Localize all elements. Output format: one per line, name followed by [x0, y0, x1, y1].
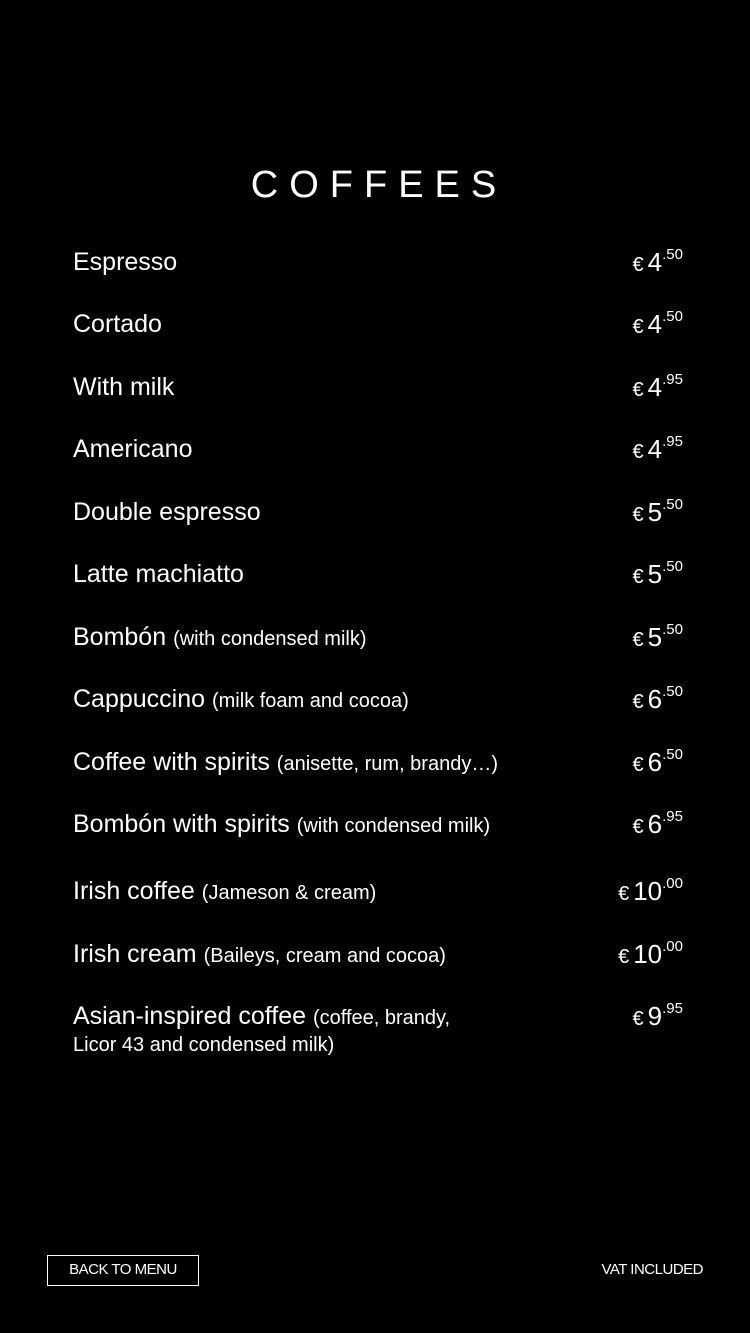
item-price: [633, 372, 683, 407]
menu-item-double-espresso: [73, 497, 683, 537]
menu-item-americano: [73, 434, 683, 474]
currency-symbol: €: [632, 441, 644, 463]
menu-item-irish-cream: [73, 939, 683, 979]
price-integer: 10: [633, 939, 663, 969]
currency-symbol: €: [632, 566, 644, 588]
item-note: (anisette, rum, brandy…): [276, 753, 498, 775]
item-price: [633, 622, 683, 657]
currency-symbol: €: [618, 883, 630, 905]
item-price: [633, 684, 683, 719]
item-price: [633, 809, 683, 844]
currency-symbol: €: [632, 754, 644, 776]
menu-item-irish-coffee: [73, 876, 683, 916]
menu-item-cappuccino: [73, 684, 683, 724]
item-name: Coffee with spirits: [73, 748, 270, 776]
item-name: Bombón with spirits: [73, 810, 290, 838]
currency-symbol: €: [632, 816, 644, 838]
price-decimal: .00: [662, 938, 683, 955]
currency-symbol: €: [618, 946, 630, 968]
item-price: [633, 309, 683, 344]
item-name: With milk: [73, 373, 175, 401]
menu-item-espresso: [73, 247, 683, 287]
price-integer: 5: [647, 622, 663, 652]
vat-included-label: VAT INCLUDED: [601, 1261, 703, 1278]
item-name: Cortado: [73, 310, 162, 338]
price-decimal: .50: [662, 558, 683, 575]
item-name: Double espresso: [73, 498, 261, 526]
currency-symbol: €: [632, 691, 644, 713]
price-decimal: .95: [662, 433, 683, 450]
item-name: Americano: [73, 435, 193, 463]
menu-item-asian-inspired-coffee: [73, 1001, 683, 1061]
price-decimal: .50: [662, 683, 683, 700]
item-name: Espresso: [73, 248, 178, 276]
price-decimal: .95: [662, 808, 683, 825]
price-integer: 6: [647, 809, 663, 839]
price-integer: 4: [647, 434, 663, 464]
item-note-continued: Licor 43 and condensed milk): [73, 1034, 335, 1056]
back-to-menu-button[interactable]: BACK TO MENU: [47, 1255, 199, 1286]
menu-item-coffee-with-spirits: [73, 747, 683, 787]
item-note: (coffee, brandy,: [312, 1007, 451, 1029]
price-decimal: .50: [662, 246, 683, 263]
item-note: (with condensed milk): [173, 628, 367, 650]
item-note: (Baileys, cream and cocoa): [203, 945, 446, 967]
currency-symbol: €: [632, 316, 644, 338]
item-price: [633, 1001, 683, 1036]
item-name: Irish coffee: [73, 877, 195, 905]
item-price: [618, 876, 683, 911]
menu-item-bombon-with-spirits: [73, 809, 683, 849]
item-name: Bombón: [73, 623, 167, 651]
price-decimal: .50: [662, 621, 683, 638]
price-decimal: .95: [662, 371, 683, 388]
menu-item-bombon: [73, 622, 683, 662]
item-name: Cappuccino: [73, 685, 206, 713]
item-name: Irish cream: [73, 940, 197, 968]
currency-symbol: €: [632, 629, 644, 651]
item-note: (Jameson & cream): [201, 882, 377, 904]
price-integer: 6: [647, 747, 663, 777]
menu-item-cortado: [73, 309, 683, 349]
item-price: [618, 939, 683, 974]
price-decimal: .50: [662, 746, 683, 763]
item-note: (milk foam and cocoa): [211, 690, 409, 712]
price-integer: 4: [647, 247, 663, 277]
price-integer: 4: [647, 372, 663, 402]
page-title: COFFEES: [250, 164, 508, 206]
item-note: (with condensed milk): [296, 815, 491, 837]
price-decimal: .95: [662, 1000, 683, 1017]
price-integer: 4: [647, 309, 663, 339]
price-integer: 6: [647, 684, 663, 714]
currency-symbol: €: [632, 504, 644, 526]
item-price: [633, 247, 683, 282]
currency-symbol: €: [632, 254, 644, 276]
item-name: Latte machiatto: [73, 560, 244, 588]
price-integer: 5: [647, 559, 663, 589]
menu-item-latte-machiatto: [73, 559, 683, 599]
price-integer: 5: [647, 497, 663, 527]
price-decimal: .50: [662, 496, 683, 513]
price-decimal: .00: [662, 875, 683, 892]
item-price: [633, 434, 683, 469]
price-integer: 9: [647, 1001, 663, 1031]
item-price: [633, 497, 683, 532]
item-name: Asian-inspired coffee: [73, 1002, 307, 1030]
menu-item-with-milk: [73, 372, 683, 412]
currency-symbol: €: [632, 379, 644, 401]
price-integer: 10: [633, 876, 663, 906]
currency-symbol: €: [632, 1008, 644, 1030]
item-price: [633, 747, 683, 782]
item-price: [633, 559, 683, 594]
price-decimal: .50: [662, 308, 683, 325]
